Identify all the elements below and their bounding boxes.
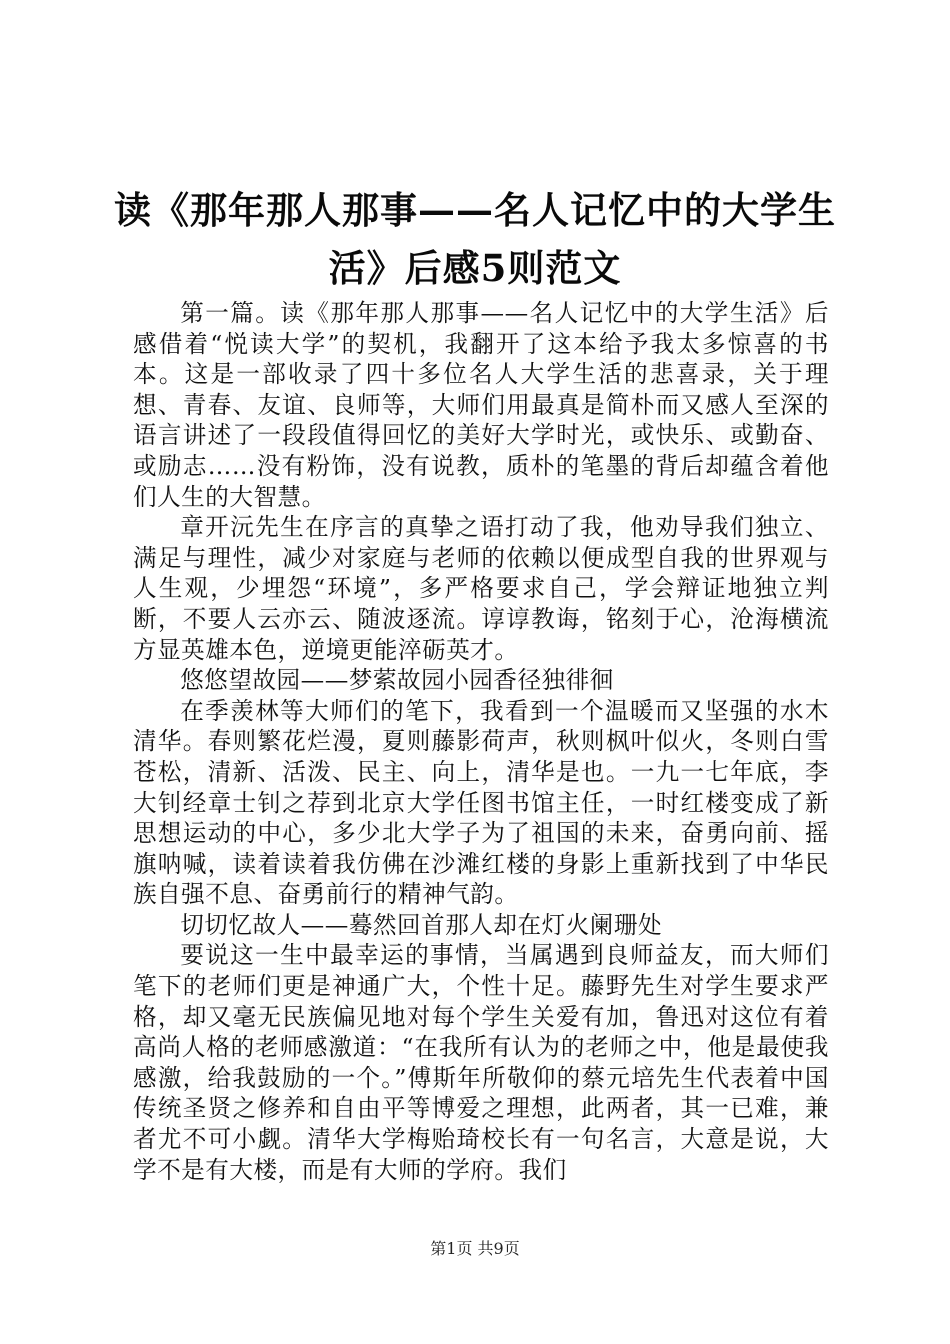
- document-title-line-2: 活》后感5则范文: [328, 246, 622, 290]
- paragraph: 第一篇。读《那年那人那事——名人记忆中的大学生活》后感借着“悦读大学”的契机，我翻开了这本给予我太多惊喜的书本。这是一部收录了四十多位名人大学生活的悲喜录，关于理想、青春、友谊、良师等，大师们用最真是简朴而又感人至深的语言讲述了一段段值得回忆的美好大学时光，或快乐、或勤奋、或励志……没有粉饰，没有说教，质朴的笔墨的背后却蕴含着他们人生的大智慧。: [133, 299, 829, 511]
- paragraph: 章开沅先生在序言的真挚之语打动了我，他劝导我们独立、满足与理性，减少对家庭与老师的依赖以便成型自我的世界观与人生观，少埋怨“环境”，多严格要求自己，学会辩证地独立判断，不要人云亦云、随波逐流。谆谆教诲，铭刻于心，沧海横流方显英雄本色，逆境更能淬砺英才。: [133, 513, 829, 664]
- paragraph: 在季羡林等大师们的笔下，我看到一个温暖而又坚强的水木清华。春则繁花烂漫，夏则藤影荷声，秋则枫叶似火，冬则白雪苍松，清新、活泼、民主、向上，清华是也。一九一七年底，李大钊经章士钊之荐到北京大学任图书馆主任，一时红楼变成了新思想运动的中心，多少北大学子为了祖国的未来，奋勇向前、摇旗呐喊，读着读着我仿佛在沙滩红楼的身影上重新找到了中华民族自强不息、奋勇前行的精神气韵。: [133, 696, 829, 909]
- document-title-line-1: 读《那年那人那事——名人记忆中的大学生: [114, 188, 836, 232]
- page-footer: 第1页 共9页: [430, 1239, 520, 1258]
- section-heading: 切切忆故人——蓦然回首那人却在灯火阑珊处: [180, 910, 663, 939]
- paragraph: 要说这一生中最幸运的事情，当属遇到良师益友，而大师们笔下的老师们更是神通广大，个性十足。藤野先生对学生要求严格，却又毫无民族偏见地对每个学生关爱有加，鲁迅对这位有着高尚人格的老师感激道：“在我所有认为的老师之中，他是最使我感激，给我鼓励的一个。”傅斯年所敬仰的蔡元培先生代表着中国传统圣贤之修养和自由平等博爱之理想，此两者，其一已难，兼者尤不可小觑。清华大学梅贻琦校长有一句名言，大意是说，大学不是有大楼，而是有大师的学府。我们: [133, 941, 829, 1184]
- section-heading: 悠悠望故园——梦萦故园小园香径独徘徊: [180, 666, 614, 695]
- document-body: [133, 298, 829, 1185]
